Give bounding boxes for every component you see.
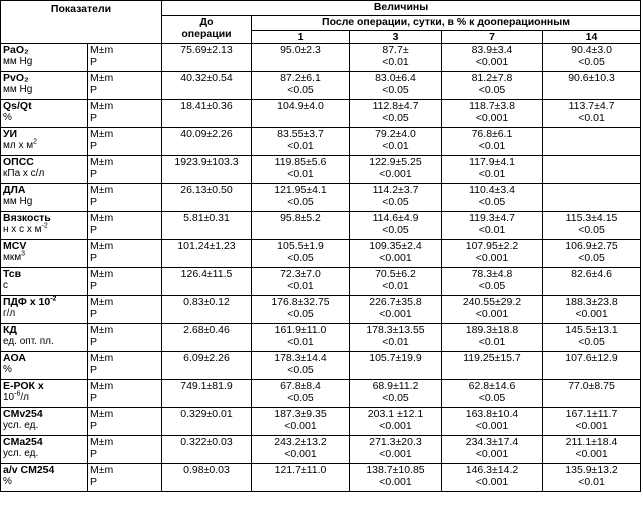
indicator-cell — [1, 296, 88, 324]
day14-value — [543, 128, 641, 156]
stat-cell — [88, 128, 162, 156]
indicator-cell — [1, 408, 88, 436]
indicator-unit: мм Hg — [3, 56, 33, 67]
day3-value: 122.9±5.25 <0.001 — [350, 156, 442, 184]
day3-value: 68.9±11.2 <0.05 — [350, 380, 442, 408]
indicator-cell — [1, 184, 88, 212]
pre-op-header — [162, 16, 252, 44]
pre-op-header-line1: До — [199, 16, 214, 28]
stat-mean-label: M±m — [90, 184, 114, 196]
day1-value: 67.8±8.4 <0.05 — [252, 380, 350, 408]
day1-value: 243.2±13.2 <0.001 — [252, 436, 350, 464]
pre-op-value: 101.24±1.23 — [162, 240, 252, 268]
day7-value: 62.8±14.6 <0.05 — [442, 380, 543, 408]
stat-cell — [88, 436, 162, 464]
pre-op-value: 5.81±0.31 — [162, 212, 252, 240]
day14-value: 82.6±4.6 — [543, 268, 641, 296]
indicator-name: Е-РОК х — [3, 380, 44, 392]
pre-op-value: 18.41±0.36 — [162, 100, 252, 128]
stat-cell — [88, 184, 162, 212]
indicator-name: ДЛА — [3, 184, 26, 196]
day14-value: 145.5±13.1 <0.05 — [543, 324, 641, 352]
indicator-name: PvO₂ — [3, 72, 29, 84]
stat-cell — [88, 156, 162, 184]
day-header-14: 14 — [543, 31, 641, 44]
day3-value: 114.2±3.7 <0.05 — [350, 184, 442, 212]
day7-value: 78.3±4.8 <0.05 — [442, 268, 543, 296]
day1-value: 83.55±3.7 <0.01 — [252, 128, 350, 156]
header-row-1 — [1, 1, 641, 16]
day14-value: 211.1±18.4 <0.001 — [543, 436, 641, 464]
day14-value — [543, 184, 641, 212]
day3-value: 114.6±4.9 <0.05 — [350, 212, 442, 240]
stat-p-label: P — [90, 196, 98, 208]
day3-value: 70.5±6.2 <0.01 — [350, 268, 442, 296]
indicator-unit: ед. опт. пл. — [3, 336, 54, 347]
stat-mean-label: M±m — [90, 324, 114, 336]
day14-value: 188.3±23.8 <0.001 — [543, 296, 641, 324]
indicator-name: PaO₂ — [3, 44, 29, 56]
indicator-unit: $10^{-6}/л$ — [3, 390, 29, 403]
stat-mean-label: M±m — [90, 100, 114, 112]
day1-value: 161.9±11.0 <0.01 — [252, 324, 350, 352]
day3-value: 112.8±4.7 <0.05 — [350, 100, 442, 128]
table-row-1 — [1, 44, 641, 72]
indicator-cell — [1, 380, 88, 408]
day1-value: 72.3±7.0 <0.01 — [252, 268, 350, 296]
indicator-unit: мкм$^3$ — [3, 250, 26, 263]
indicator-unit: мл х $м^2$ — [3, 138, 38, 151]
indicator-name: MCV — [3, 240, 27, 252]
day-header-3: 3 — [350, 31, 442, 44]
day1-value: 104.9±4.0 — [252, 100, 350, 128]
day14-value: 135.9±13.2 <0.01 — [543, 464, 641, 492]
stat-cell — [88, 296, 162, 324]
indicator-unit: н х с х $м^{-2}$ — [3, 222, 48, 235]
day14-value: 113.7±4.7 <0.01 — [543, 100, 641, 128]
day1-value: 87.2±6.1 <0.05 — [252, 72, 350, 100]
day3-value: 271.3±20.3 <0.001 — [350, 436, 442, 464]
table-row-10 — [1, 296, 641, 324]
day1-value: 187.3±9.35 <0.001 — [252, 408, 350, 436]
day3-value: 226.7±35.8 <0.001 — [350, 296, 442, 324]
day7-value: 189.3±18.8 <0.01 — [442, 324, 543, 352]
day3-value: 79.2±4.0 <0.01 — [350, 128, 442, 156]
indicator-name: Qs/Qt — [3, 100, 32, 112]
table-row-12 — [1, 352, 641, 380]
indicator-cell — [1, 156, 88, 184]
table-row-9 — [1, 268, 641, 296]
pre-op-value: 40.32±0.54 — [162, 72, 252, 100]
day1-value: 119.85±5.6 <0.01 — [252, 156, 350, 184]
pre-op-value: 0.322±0.03 — [162, 436, 252, 464]
stat-p-label: P — [90, 336, 98, 348]
stat-p-label: P — [90, 364, 98, 376]
indicator-unit: % — [3, 112, 12, 123]
stat-mean-label: M±m — [90, 240, 114, 252]
stat-mean-label: M±m — [90, 212, 114, 224]
indicator-name: Тсв — [3, 268, 22, 280]
day14-value: 115.3±4.15 <0.05 — [543, 212, 641, 240]
stat-mean-label: M±m — [90, 72, 114, 84]
day3-value: 138.7±10.85 <0.001 — [350, 464, 442, 492]
stat-cell — [88, 324, 162, 352]
table-row-2 — [1, 72, 641, 100]
day3-value: 178.3±13.55 <0.01 — [350, 324, 442, 352]
day7-value: 110.4±3.4 <0.05 — [442, 184, 543, 212]
day7-value: 76.8±6.1 <0.01 — [442, 128, 543, 156]
table-row-4 — [1, 128, 641, 156]
stat-mean-label: M±m — [90, 44, 114, 56]
pre-op-value: 1923.9±103.3 — [162, 156, 252, 184]
stat-mean-label: M±m — [90, 380, 114, 392]
stat-p-label: P — [90, 280, 98, 292]
stat-cell — [88, 408, 162, 436]
pre-op-value: 40.09±2.26 — [162, 128, 252, 156]
stat-p-label: P — [90, 420, 98, 432]
stat-mean-label: M±m — [90, 296, 114, 308]
indicator-cell — [1, 268, 88, 296]
day14-value — [543, 156, 641, 184]
stat-cell — [88, 44, 162, 72]
stat-p-label: P — [90, 392, 98, 404]
stat-mean-label: M±m — [90, 268, 114, 280]
day-header-7: 7 — [442, 31, 543, 44]
pre-op-value: 0.329±0.01 — [162, 408, 252, 436]
indicator-cell — [1, 100, 88, 128]
indicator-name: ОПСС — [3, 156, 34, 168]
stat-cell — [88, 72, 162, 100]
table-row-7 — [1, 212, 641, 240]
stat-p-label: P — [90, 112, 98, 124]
day1-value: 121.7±11.0 — [252, 464, 350, 492]
day7-value: 240.55±29.2 <0.001 — [442, 296, 543, 324]
table-row-8 — [1, 240, 641, 268]
stat-cell — [88, 380, 162, 408]
indicator-name: АОА — [3, 352, 26, 364]
day1-value: 178.3±14.4 <0.05 — [252, 352, 350, 380]
day7-value: 81.2±7.8 <0.05 — [442, 72, 543, 100]
day7-value: 118.7±3.8 <0.001 — [442, 100, 543, 128]
indicator-name: CMa254 — [3, 436, 43, 448]
table-row-11 — [1, 324, 641, 352]
pre-op-value: 749.1±81.9 — [162, 380, 252, 408]
table-row-5 — [1, 156, 641, 184]
stat-cell — [88, 100, 162, 128]
day1-value: 105.5±1.9 <0.05 — [252, 240, 350, 268]
day1-value: 176.8±32.75 <0.05 — [252, 296, 350, 324]
stat-mean-label: M±m — [90, 156, 114, 168]
table-row-14 — [1, 408, 641, 436]
indicator-cell — [1, 324, 88, 352]
stat-p-label: P — [90, 448, 98, 460]
pre-op-value: 126.4±11.5 — [162, 268, 252, 296]
indicator-cell — [1, 128, 88, 156]
stat-p-label: P — [90, 308, 98, 320]
day14-value: 90.4±3.0 <0.05 — [543, 44, 641, 72]
table-row-15 — [1, 436, 641, 464]
post-op-header: После операции, сутки, в % к дооперационным — [252, 16, 641, 31]
indicators-header: Показатели — [1, 1, 162, 44]
day14-value: 77.0±8.75 — [543, 380, 641, 408]
day7-value: 119.3±4.7 <0.01 — [442, 212, 543, 240]
indicator-unit: усл. ед. — [3, 420, 39, 431]
indicator-name: Вязкость — [3, 212, 51, 224]
day3-value: 203.1 ±12.1 <0.001 — [350, 408, 442, 436]
stat-cell — [88, 268, 162, 296]
stat-mean-label: M±m — [90, 436, 114, 448]
stat-mean-label: M±m — [90, 408, 114, 420]
day14-value: 90.6±10.3 — [543, 72, 641, 100]
day3-value: 109.35±2.4 <0.001 — [350, 240, 442, 268]
day14-value: 167.1±11.7 <0.001 — [543, 408, 641, 436]
indicator-unit: кПа х с/л — [3, 168, 45, 179]
day1-value: 95.0±2.3 — [252, 44, 350, 72]
stat-cell — [88, 240, 162, 268]
day3-value: 83.0±6.4 <0.05 — [350, 72, 442, 100]
pre-op-value: 2.68±0.46 — [162, 324, 252, 352]
stat-mean-label: M±m — [90, 128, 114, 140]
indicator-cell — [1, 436, 88, 464]
day3-value: 87.7± <0.01 — [350, 44, 442, 72]
indicator-name: ПДФ х $10^{-2}$ — [3, 295, 57, 308]
day7-value: 107.95±2.2 <0.001 — [442, 240, 543, 268]
stat-p-label: P — [90, 476, 98, 488]
table-row-13 — [1, 380, 641, 408]
indicator-cell — [1, 240, 88, 268]
values-header: Величины — [162, 1, 641, 16]
indicator-unit: с — [3, 280, 8, 291]
indicator-cell — [1, 352, 88, 380]
day1-value: 121.95±4.1 <0.05 — [252, 184, 350, 212]
indicator-cell — [1, 72, 88, 100]
indicator-unit: усл. ед. — [3, 448, 39, 459]
stat-cell — [88, 352, 162, 380]
pre-op-value: 0.83±0.12 — [162, 296, 252, 324]
day14-value: 107.6±12.9 — [543, 352, 641, 380]
pre-op-value: 26.13±0.50 — [162, 184, 252, 212]
pre-op-value: 75.69±2.13 — [162, 44, 252, 72]
stat-cell — [88, 464, 162, 492]
day14-value: 106.9±2.75 <0.05 — [543, 240, 641, 268]
stat-p-label: P — [90, 140, 98, 152]
day7-value: 83.9±3.4 <0.001 — [442, 44, 543, 72]
stat-p-label: P — [90, 84, 98, 96]
stat-cell — [88, 212, 162, 240]
day7-value: 163.8±10.4 <0.001 — [442, 408, 543, 436]
indicator-cell — [1, 44, 88, 72]
day7-value: 117.9±4.1 <0.01 — [442, 156, 543, 184]
pre-op-value: 0.98±0.03 — [162, 464, 252, 492]
day7-value: 119.25±15.7 — [442, 352, 543, 380]
indicator-cell — [1, 212, 88, 240]
pre-op-header-line2: операции — [181, 28, 232, 40]
day-header-1: 1 — [252, 31, 350, 44]
indicator-unit: % — [3, 476, 12, 487]
stat-p-label: P — [90, 168, 98, 180]
stat-mean-label: M±m — [90, 464, 114, 476]
day3-value: 105.7±19.9 — [350, 352, 442, 380]
day1-value: 95.8±5.2 — [252, 212, 350, 240]
stat-p-label: P — [90, 224, 98, 236]
indicator-unit: мм Hg — [3, 84, 33, 95]
indicator-name: a/v CM254 — [3, 464, 55, 476]
day7-value: 234.3±17.4 <0.001 — [442, 436, 543, 464]
pre-op-value: 6.09±2.26 — [162, 352, 252, 380]
table-row-3 — [1, 100, 641, 128]
indicator-cell — [1, 464, 88, 492]
indicator-name: КД — [3, 324, 17, 336]
table-row-6 — [1, 184, 641, 212]
stat-p-label: P — [90, 252, 98, 264]
stat-mean-label: M±m — [90, 352, 114, 364]
stat-p-label: P — [90, 56, 98, 68]
indicator-name: CMv254 — [3, 408, 43, 420]
indicator-unit: г/л — [3, 308, 16, 319]
table-row-16 — [1, 464, 641, 492]
indicator-name: УИ — [3, 128, 18, 140]
indicator-unit: % — [3, 364, 12, 375]
indicator-unit: мм Hg — [3, 196, 33, 207]
day7-value: 146.3±14.2 <0.001 — [442, 464, 543, 492]
